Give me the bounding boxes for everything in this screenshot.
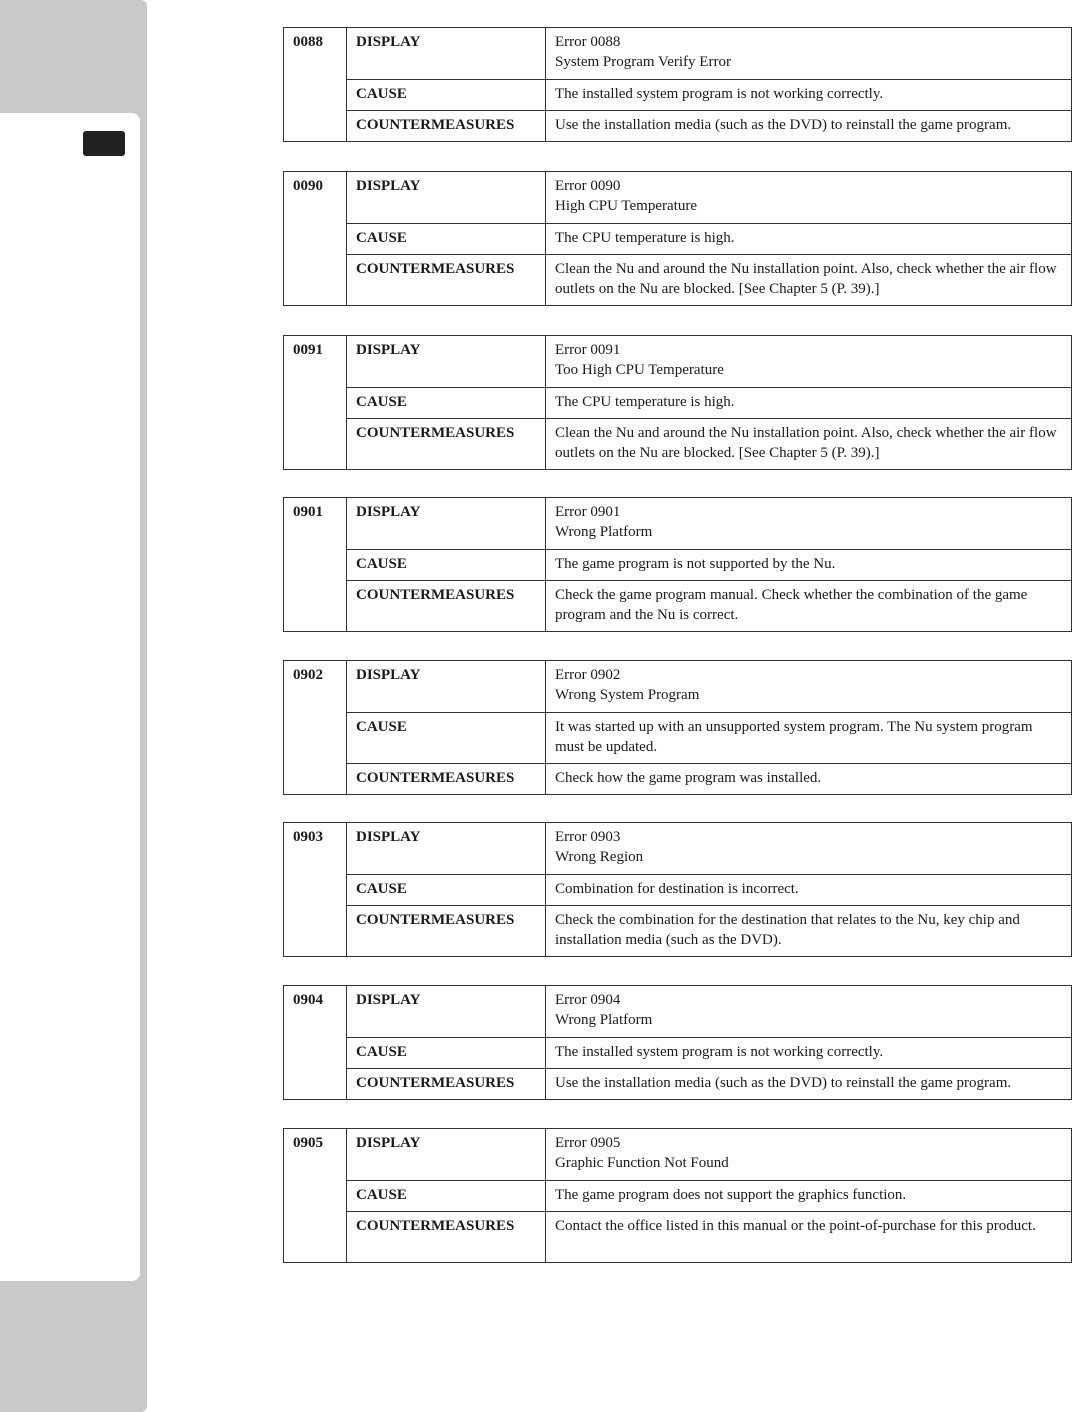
- cause-value: It was started up with an unsupported system program. The Nu system program must be updated.: [546, 713, 1072, 764]
- countermeasures-value: Clean the Nu and around the Nu installation point. Also, check whether the air flow outlets on the Nu are blocked. [See Chapter 5 (P. 39).]: [546, 255, 1072, 306]
- countermeasures-label: COUNTERMEASURES: [347, 1212, 546, 1263]
- cause-label: CAUSE: [347, 388, 546, 419]
- display-line: Wrong Platform: [555, 524, 653, 540]
- display-value: [546, 172, 1072, 224]
- cause-value: The installed system program is not working correctly.: [546, 80, 1072, 111]
- countermeasures-label: COUNTERMEASURES: [347, 419, 546, 470]
- cause-label: CAUSE: [347, 875, 546, 906]
- cause-value: The installed system program is not working correctly.: [546, 1038, 1072, 1069]
- error-table-0901: [283, 497, 1072, 632]
- display-line: Wrong System Program: [555, 687, 700, 703]
- countermeasures-value: Check the combination for the destination that relates to the Nu, key chip and installation media (such as the DVD).: [546, 906, 1072, 957]
- display-line: System Program Verify Error: [555, 54, 731, 70]
- error-table-0903: [283, 822, 1072, 957]
- error-table-0905: [283, 1128, 1072, 1263]
- display-label: DISPLAY: [347, 986, 546, 1038]
- cause-value: The CPU temperature is high.: [546, 224, 1072, 255]
- chapter-tab-marker: [83, 131, 125, 156]
- display-line: Error 0090: [555, 178, 621, 194]
- error-code: 0090: [284, 172, 347, 306]
- error-code: 0901: [284, 498, 347, 632]
- countermeasures-value: Check how the game program was installed.: [546, 764, 1072, 795]
- error-code: 0091: [284, 336, 347, 470]
- cause-value: The game program is not supported by the Nu.: [546, 550, 1072, 581]
- error-code: 0903: [284, 823, 347, 957]
- display-line: Error 0088: [555, 34, 621, 50]
- countermeasures-value: Clean the Nu and around the Nu installation point. Also, check whether the air flow outlets on the Nu are blocked. [See Chapter 5 (P. 39).]: [546, 419, 1072, 470]
- display-line: Error 0905: [555, 1135, 621, 1151]
- cause-label: CAUSE: [347, 224, 546, 255]
- display-line: Error 0901: [555, 504, 621, 520]
- error-code: 0905: [284, 1129, 347, 1263]
- cause-value: The game program does not support the graphics function.: [546, 1181, 1072, 1212]
- display-line: Too High CPU Temperature: [555, 362, 724, 378]
- display-line: Wrong Platform: [555, 1012, 653, 1028]
- error-code: 0088: [284, 28, 347, 142]
- display-value: [546, 823, 1072, 875]
- cause-label: CAUSE: [347, 80, 546, 111]
- error-code: 0904: [284, 986, 347, 1100]
- chapter-panel: [0, 113, 140, 1281]
- cause-label: CAUSE: [347, 1181, 546, 1212]
- display-label: DISPLAY: [347, 172, 546, 224]
- countermeasures-label: COUNTERMEASURES: [347, 111, 546, 142]
- display-line: Error 0091: [555, 342, 621, 358]
- display-value: [546, 498, 1072, 550]
- countermeasures-label: COUNTERMEASURES: [347, 1069, 546, 1100]
- countermeasures-value: Contact the office listed in this manual or the point-of-purchase for this product.: [546, 1212, 1072, 1263]
- error-table-0902: [283, 660, 1072, 795]
- display-label: DISPLAY: [347, 661, 546, 713]
- display-value: [546, 336, 1072, 388]
- display-label: DISPLAY: [347, 823, 546, 875]
- countermeasures-label: COUNTERMEASURES: [347, 764, 546, 795]
- display-value: [546, 1129, 1072, 1181]
- error-table-0904: [283, 985, 1072, 1100]
- cause-value: The CPU temperature is high.: [546, 388, 1072, 419]
- error-code: 0902: [284, 661, 347, 795]
- countermeasures-value: Use the installation media (such as the DVD) to reinstall the game program.: [546, 1069, 1072, 1100]
- cause-label: CAUSE: [347, 1038, 546, 1069]
- display-value: [546, 986, 1072, 1038]
- display-label: DISPLAY: [347, 336, 546, 388]
- display-line: Error 0902: [555, 667, 621, 683]
- display-value: [546, 28, 1072, 80]
- display-line: High CPU Temperature: [555, 198, 697, 214]
- error-code-list: [283, 27, 1072, 1263]
- display-label: DISPLAY: [347, 498, 546, 550]
- countermeasures-value: Use the installation media (such as the DVD) to reinstall the game program.: [546, 111, 1072, 142]
- display-line: Error 0904: [555, 992, 621, 1008]
- error-table-0091: [283, 335, 1072, 470]
- error-table-0090: [283, 171, 1072, 306]
- countermeasures-label: COUNTERMEASURES: [347, 255, 546, 306]
- countermeasures-value: Check the game program manual. Check whether the combination of the game program and the Nu is correct.: [546, 581, 1072, 632]
- countermeasures-label: COUNTERMEASURES: [347, 581, 546, 632]
- cause-label: CAUSE: [347, 550, 546, 581]
- cause-value: Combination for destination is incorrect.: [546, 875, 1072, 906]
- display-label: DISPLAY: [347, 1129, 546, 1181]
- error-table-0088: [283, 27, 1072, 142]
- display-line: Wrong Region: [555, 849, 644, 865]
- countermeasures-label: COUNTERMEASURES: [347, 906, 546, 957]
- display-value: [546, 661, 1072, 713]
- display-line: Graphic Function Not Found: [555, 1155, 729, 1171]
- display-line: Error 0903: [555, 829, 621, 845]
- display-label: DISPLAY: [347, 28, 546, 80]
- cause-label: CAUSE: [347, 713, 546, 764]
